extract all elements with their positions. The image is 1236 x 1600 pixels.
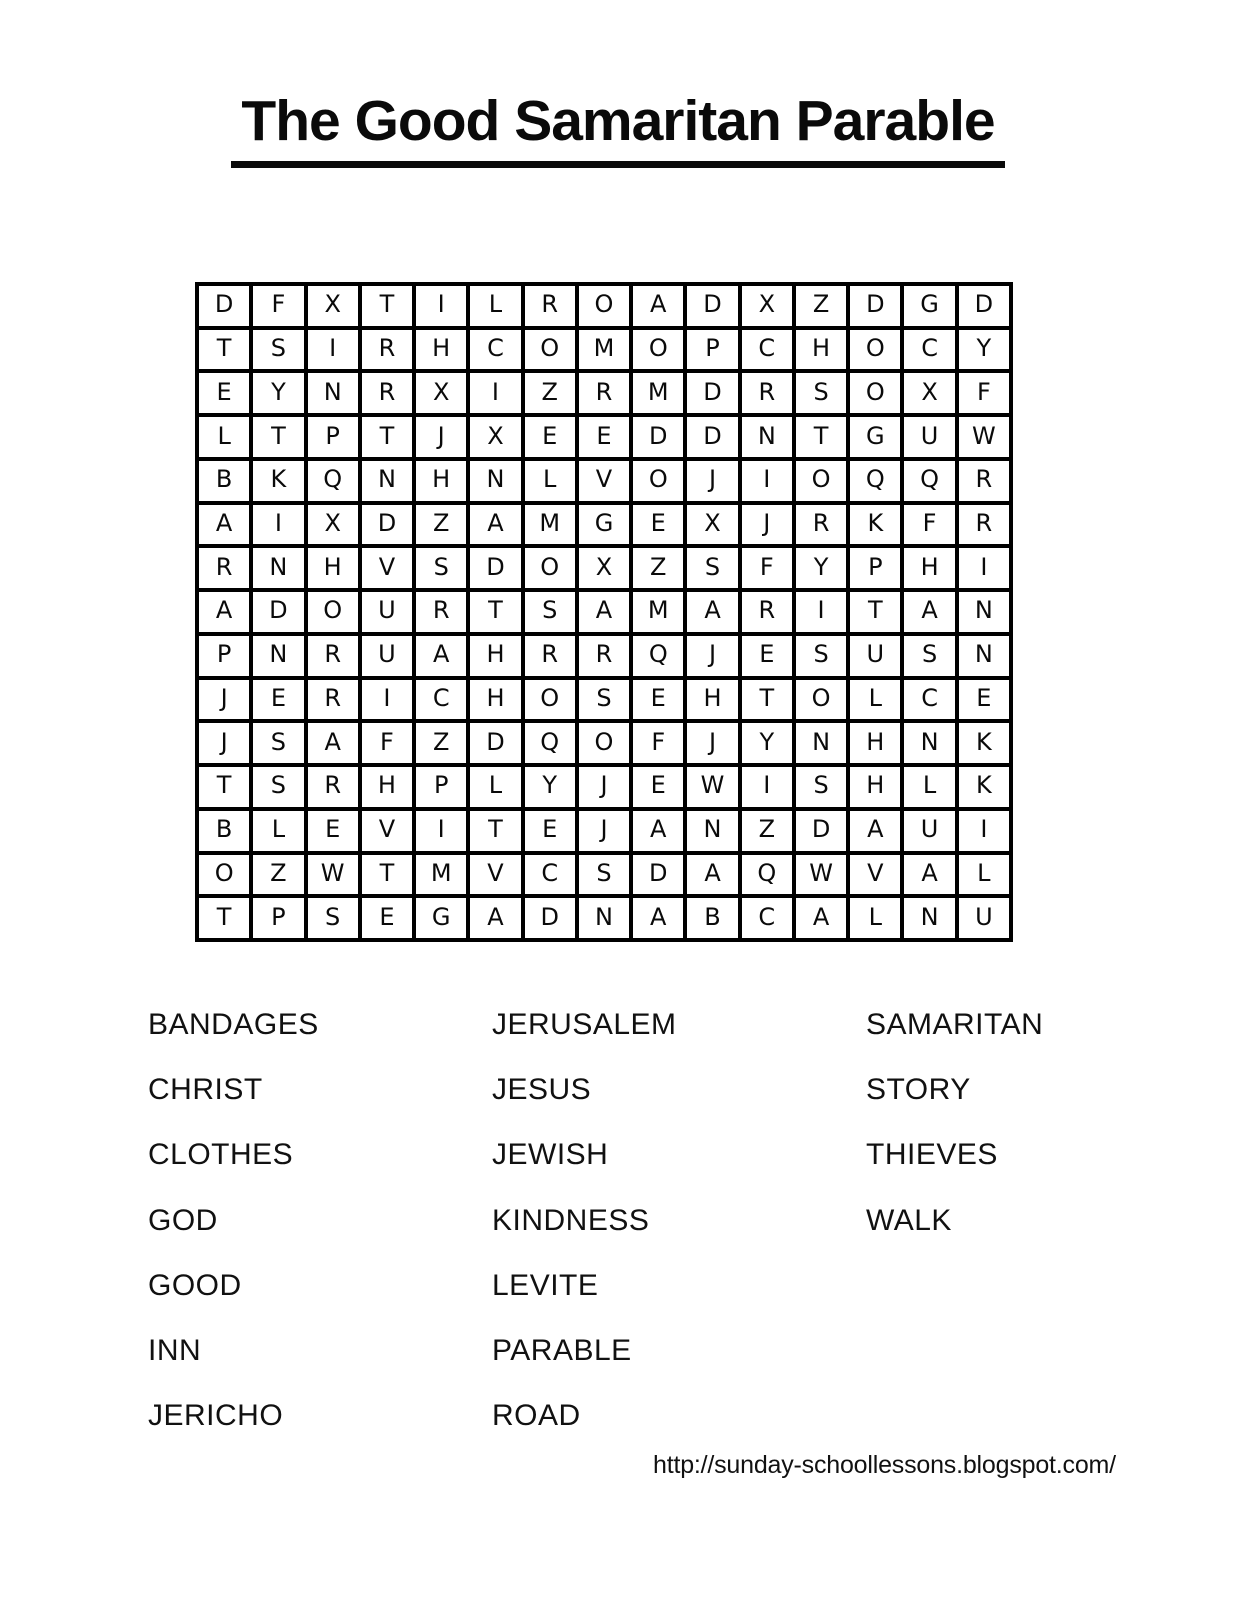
grid-cell: A <box>631 284 685 328</box>
grid-cell: H <box>468 634 522 678</box>
grid-cell: L <box>957 853 1011 897</box>
grid-cell: L <box>251 809 305 853</box>
grid-cell: U <box>902 415 956 459</box>
grid-cell: U <box>957 896 1011 940</box>
grid-cell: P <box>306 415 360 459</box>
grid-cell: E <box>306 809 360 853</box>
grid-cell: N <box>685 809 739 853</box>
grid-cell: O <box>306 590 360 634</box>
grid-cell: X <box>685 503 739 547</box>
grid-cell: N <box>306 371 360 415</box>
grid-cell: Y <box>794 546 848 590</box>
grid-cell: F <box>740 546 794 590</box>
grid-cell: T <box>251 415 305 459</box>
grid-cell: T <box>360 284 414 328</box>
grid-cell: Q <box>306 459 360 503</box>
grid-cell: A <box>577 590 631 634</box>
grid-cell: I <box>740 459 794 503</box>
grid-cell: R <box>523 634 577 678</box>
word-list-column <box>866 992 1043 1253</box>
grid-cell: A <box>197 503 251 547</box>
grid-cell: R <box>306 678 360 722</box>
grid-cell: R <box>577 371 631 415</box>
grid-cell: N <box>740 415 794 459</box>
word-item: THIEVES <box>866 1138 998 1172</box>
grid-cell: M <box>577 328 631 372</box>
grid-cell: R <box>306 765 360 809</box>
grid-cell: H <box>848 765 902 809</box>
grid-cell: K <box>848 503 902 547</box>
grid-cell: A <box>414 634 468 678</box>
word-item: JERICHO <box>148 1399 284 1433</box>
grid-cell: H <box>306 546 360 590</box>
grid-cell: D <box>523 896 577 940</box>
grid-cell: O <box>631 328 685 372</box>
grid-cell: O <box>197 853 251 897</box>
grid-cell: C <box>740 328 794 372</box>
grid-cell: L <box>468 765 522 809</box>
grid-cell: S <box>523 590 577 634</box>
word-item: PARABLE <box>492 1334 632 1368</box>
grid-cell: D <box>631 853 685 897</box>
grid-cell: Z <box>251 853 305 897</box>
grid-cell: O <box>794 459 848 503</box>
grid-cell: F <box>251 284 305 328</box>
grid-cell: D <box>468 546 522 590</box>
grid-cell: Q <box>740 853 794 897</box>
grid-cell: T <box>197 765 251 809</box>
grid-cell: I <box>360 678 414 722</box>
grid-cell: A <box>794 896 848 940</box>
grid-cell: S <box>414 546 468 590</box>
grid-cell: S <box>251 328 305 372</box>
grid-cell: S <box>794 765 848 809</box>
word-list-column <box>492 992 677 1449</box>
grid-cell: V <box>468 853 522 897</box>
grid-cell: T <box>197 328 251 372</box>
grid-cell: O <box>523 328 577 372</box>
word-search-grid <box>195 282 1013 942</box>
grid-cell: I <box>306 328 360 372</box>
grid-cell: M <box>631 371 685 415</box>
grid-cell: F <box>631 721 685 765</box>
word-item: INN <box>148 1334 202 1368</box>
grid-cell: P <box>251 896 305 940</box>
grid-cell: Z <box>414 721 468 765</box>
grid-cell: C <box>523 853 577 897</box>
grid-cell: O <box>848 371 902 415</box>
grid-cell: S <box>251 721 305 765</box>
grid-cell: L <box>523 459 577 503</box>
grid-cell: D <box>360 503 414 547</box>
grid-cell: N <box>468 459 522 503</box>
grid-cell: L <box>848 678 902 722</box>
grid-cell: J <box>197 721 251 765</box>
grid-cell: S <box>577 678 631 722</box>
grid-cell: D <box>685 284 739 328</box>
grid-cell: Q <box>902 459 956 503</box>
grid-cell: O <box>577 284 631 328</box>
grid-cell: N <box>360 459 414 503</box>
grid-cell: X <box>414 371 468 415</box>
grid-cell: N <box>957 590 1011 634</box>
grid-cell: N <box>251 546 305 590</box>
grid-cell: V <box>848 853 902 897</box>
grid-cell: Y <box>957 328 1011 372</box>
grid-cell: M <box>523 503 577 547</box>
grid-cell: I <box>957 546 1011 590</box>
word-item: CHRIST <box>148 1072 263 1106</box>
grid-cell: J <box>197 678 251 722</box>
grid-cell: G <box>848 415 902 459</box>
grid-cell: C <box>740 896 794 940</box>
grid-cell: P <box>414 765 468 809</box>
grid-cell: P <box>197 634 251 678</box>
grid-cell: T <box>360 415 414 459</box>
grid-cell: A <box>685 853 739 897</box>
word-item: JEWISH <box>492 1138 609 1172</box>
grid-cell: R <box>577 634 631 678</box>
grid-cell: I <box>414 809 468 853</box>
grid-cell: R <box>957 503 1011 547</box>
grid-cell: O <box>848 328 902 372</box>
source-url: http://sunday-schoollessons.blogspot.com/ <box>653 1451 1116 1479</box>
grid-cell: D <box>685 415 739 459</box>
grid-cell: X <box>468 415 522 459</box>
grid-cell: A <box>631 896 685 940</box>
grid-cell: S <box>794 371 848 415</box>
grid-cell: D <box>794 809 848 853</box>
grid-cell: V <box>360 546 414 590</box>
grid-cell: U <box>360 590 414 634</box>
grid-cell: R <box>306 634 360 678</box>
grid-cell: E <box>740 634 794 678</box>
grid-cell: Q <box>523 721 577 765</box>
grid-cell: T <box>197 896 251 940</box>
word-item: GOD <box>148 1203 218 1237</box>
grid-cell: N <box>902 721 956 765</box>
word-item: STORY <box>866 1072 971 1106</box>
grid-cell: T <box>740 678 794 722</box>
grid-cell: X <box>740 284 794 328</box>
grid-cell: Z <box>523 371 577 415</box>
grid-cell: I <box>794 590 848 634</box>
grid-cell: E <box>631 678 685 722</box>
grid-cell: D <box>468 721 522 765</box>
grid-cell: D <box>631 415 685 459</box>
grid-cell: J <box>685 634 739 678</box>
grid-cell: N <box>251 634 305 678</box>
grid-cell: M <box>414 853 468 897</box>
word-item: SAMARITAN <box>866 1007 1044 1041</box>
grid-cell: Y <box>523 765 577 809</box>
grid-cell: A <box>685 590 739 634</box>
grid-cell: S <box>685 546 739 590</box>
grid-cell: H <box>360 765 414 809</box>
grid-cell: E <box>957 678 1011 722</box>
grid-cell: R <box>360 328 414 372</box>
grid-cell: W <box>685 765 739 809</box>
grid-cell: K <box>957 765 1011 809</box>
grid-cell: D <box>957 284 1011 328</box>
grid-cell: D <box>685 371 739 415</box>
grid-cell: R <box>360 371 414 415</box>
grid-cell: O <box>631 459 685 503</box>
grid-cell: A <box>848 809 902 853</box>
grid-cell: L <box>468 284 522 328</box>
grid-cell: S <box>902 634 956 678</box>
word-item: JERUSALEM <box>492 1007 677 1041</box>
grid-cell: U <box>360 634 414 678</box>
grid-cell: A <box>197 590 251 634</box>
grid-cell: X <box>902 371 956 415</box>
grid-cell: Y <box>251 371 305 415</box>
grid-cell: N <box>957 634 1011 678</box>
grid-cell: C <box>414 678 468 722</box>
grid-cell: Q <box>631 634 685 678</box>
word-item: JESUS <box>492 1072 592 1106</box>
grid-cell: H <box>414 328 468 372</box>
grid-cell: R <box>197 546 251 590</box>
word-item: LEVITE <box>492 1268 599 1302</box>
grid-cell: K <box>251 459 305 503</box>
word-item: CLOTHES <box>148 1138 294 1172</box>
page-title: The Good Samaritan Parable <box>231 92 1004 168</box>
grid-cell: K <box>957 721 1011 765</box>
grid-cell: Z <box>414 503 468 547</box>
grid-cell: N <box>902 896 956 940</box>
grid-cell: H <box>902 546 956 590</box>
grid-cell: H <box>468 678 522 722</box>
grid-cell: E <box>523 415 577 459</box>
grid-cell: Y <box>740 721 794 765</box>
grid-cell: E <box>577 415 631 459</box>
word-item: KINDNESS <box>492 1203 650 1237</box>
grid-cell: T <box>848 590 902 634</box>
grid-cell: U <box>902 809 956 853</box>
grid-cell: O <box>523 678 577 722</box>
grid-cell: I <box>414 284 468 328</box>
grid-cell: M <box>631 590 685 634</box>
grid-cell: X <box>577 546 631 590</box>
grid-cell: D <box>848 284 902 328</box>
word-item: WALK <box>866 1203 952 1237</box>
grid-cell: L <box>848 896 902 940</box>
grid-cell: G <box>902 284 956 328</box>
grid-cell: I <box>251 503 305 547</box>
grid-cell: E <box>360 896 414 940</box>
grid-cell: R <box>794 503 848 547</box>
grid-cell: X <box>306 284 360 328</box>
word-list-column <box>148 992 319 1449</box>
grid-cell: H <box>414 459 468 503</box>
grid-cell: A <box>306 721 360 765</box>
grid-cell: Z <box>740 809 794 853</box>
grid-cell: I <box>957 809 1011 853</box>
grid-cell: F <box>360 721 414 765</box>
grid-cell: A <box>631 809 685 853</box>
grid-cell: S <box>306 896 360 940</box>
grid-cell: D <box>251 590 305 634</box>
grid-cell: J <box>740 503 794 547</box>
grid-cell: Q <box>848 459 902 503</box>
grid-cell: E <box>251 678 305 722</box>
grid-cell: H <box>848 721 902 765</box>
grid-cell: I <box>740 765 794 809</box>
grid-cell: R <box>957 459 1011 503</box>
grid-cell: Z <box>794 284 848 328</box>
grid-cell: E <box>631 503 685 547</box>
grid-cell: F <box>902 503 956 547</box>
grid-cell: A <box>902 853 956 897</box>
grid-cell: J <box>685 721 739 765</box>
grid-cell: L <box>197 415 251 459</box>
word-item: ROAD <box>492 1399 581 1433</box>
title-block <box>0 89 1236 168</box>
grid-cell: W <box>794 853 848 897</box>
grid-cell: X <box>306 503 360 547</box>
grid-cell: H <box>685 678 739 722</box>
grid-cell: J <box>685 459 739 503</box>
grid-cell: G <box>414 896 468 940</box>
grid-cell: T <box>794 415 848 459</box>
grid-cell: V <box>577 459 631 503</box>
grid-cell: T <box>360 853 414 897</box>
grid-cell: J <box>577 765 631 809</box>
grid-cell: A <box>902 590 956 634</box>
grid-cell: S <box>577 853 631 897</box>
grid-cell: I <box>468 371 522 415</box>
grid-cell: P <box>848 546 902 590</box>
grid-cell: T <box>468 809 522 853</box>
grid-cell: R <box>414 590 468 634</box>
grid-cell: A <box>468 896 522 940</box>
grid-cell: R <box>740 590 794 634</box>
grid-cell: E <box>197 371 251 415</box>
grid-cell: S <box>794 634 848 678</box>
grid-cell: U <box>848 634 902 678</box>
grid-cell: R <box>523 284 577 328</box>
grid-cell: V <box>360 809 414 853</box>
word-list <box>0 992 1236 1452</box>
grid-cell: O <box>577 721 631 765</box>
grid-cell: B <box>197 809 251 853</box>
grid-cell: L <box>902 765 956 809</box>
grid-cell: D <box>197 284 251 328</box>
grid-cell: Z <box>631 546 685 590</box>
grid-cell: W <box>957 415 1011 459</box>
word-item: BANDAGES <box>148 1007 319 1041</box>
grid-cell: E <box>631 765 685 809</box>
grid-cell: B <box>197 459 251 503</box>
grid-cell: A <box>468 503 522 547</box>
grid-cell: P <box>685 328 739 372</box>
word-item: GOOD <box>148 1268 242 1302</box>
grid-cell: W <box>306 853 360 897</box>
grid-cell: O <box>794 678 848 722</box>
grid-cell: C <box>902 678 956 722</box>
grid-cell: O <box>523 546 577 590</box>
grid-cell: C <box>468 328 522 372</box>
grid-cell: N <box>577 896 631 940</box>
grid-cell: H <box>794 328 848 372</box>
grid-cell: S <box>251 765 305 809</box>
grid-cell: J <box>414 415 468 459</box>
grid-cell: J <box>577 809 631 853</box>
grid-cell: T <box>468 590 522 634</box>
grid-cell: N <box>794 721 848 765</box>
grid-cell: C <box>902 328 956 372</box>
grid-cell: E <box>523 809 577 853</box>
grid-cell: G <box>577 503 631 547</box>
grid-cell: R <box>740 371 794 415</box>
grid-cell: B <box>685 896 739 940</box>
grid-cell: F <box>957 371 1011 415</box>
